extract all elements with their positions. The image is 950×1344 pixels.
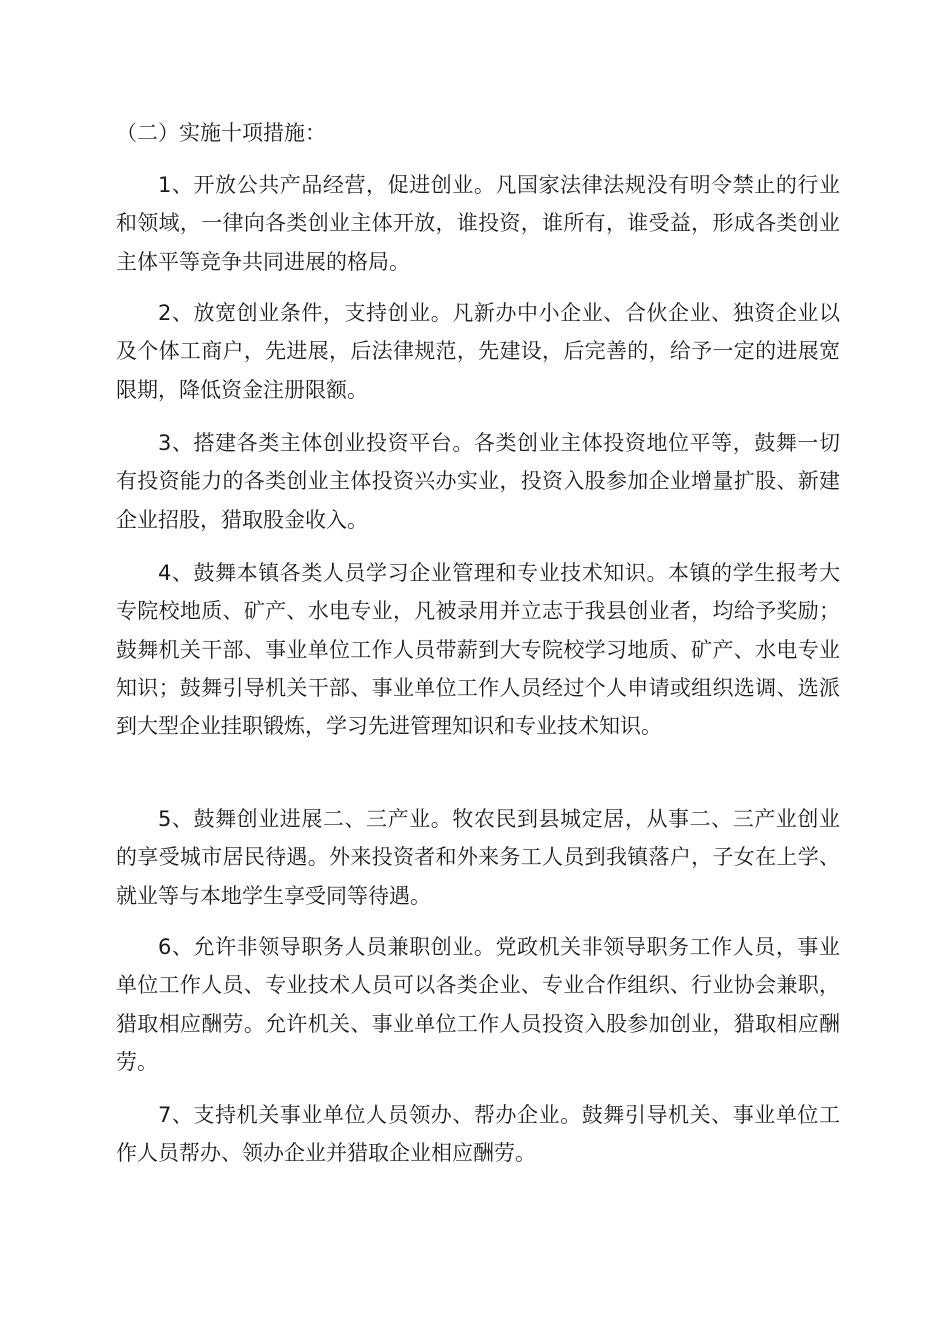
paragraph-measure-6: 6、允许非领导职务人员兼职创业。党政机关非领导职务工作人员，事业单位工作人员、专业技术人员可以各类企业、专业合作组织、行业协会兼职，猎取相应酬劳。允许机关、事业单位工作人员投资入股参加创业，猎取相应酬劳。 (116, 935, 840, 1074)
paragraph-measure-1: 1、开放公共产品经营，促进创业。凡国家法律法规没有明令禁止的行业和领域，一律向各类创业主体开放，谁投资，谁所有，谁受益，形成各类创业主体平等竞争共同进展的格局。 (116, 173, 840, 274)
paragraph-measure-2: 2、放宽创业条件，支持创业。凡新办中小企业、合伙企业、独资企业以及个体工商户，先进展，后法律规范，先建设，后完善的，给予一定的进展宽限期，降低资金注册限额。 (116, 301, 840, 402)
section-heading: （二）实施十项措施： (116, 121, 326, 145)
paragraph-measure-7: 7、支持机关事业单位人员领办、帮办企业。鼓舞引导机关、事业单位工作人员帮办、领办企业并猎取企业相应酬劳。 (116, 1103, 840, 1166)
paragraph-measure-4: 4、鼓舞本镇各类人员学习企业管理和专业技术知识。本镇的学生报考大专院校地质、矿产、水电专业，凡被录用并立志于我县创业者，均给予奖励；鼓舞机关干部、事业单位工作人员带薪到大专院校学习地质、矿产、水电专业知识；鼓舞引导机关干部、事业单位工作人员经过个人申请或组织选调、选派到大型企业挂职锻炼，学习先进管理知识和专业技术知识。 (116, 561, 840, 739)
paragraph-measure-5: 5、鼓舞创业进展二、三产业。牧农民到县城定居，从事二、三产业创业的享受城市居民待遇。外来投资者和外来务工人员到我镇落户，子女在上学、就业等与本地学生享受同等待遇。 (116, 807, 840, 908)
paragraph-measure-3: 3、搭建各类主体创业投资平台。各类创业主体投资地位平等，鼓舞一切有投资能力的各类创业主体投资兴办实业，投资入股参加企业增量扩股、新建企业招股，猎取股金收入。 (116, 431, 840, 532)
